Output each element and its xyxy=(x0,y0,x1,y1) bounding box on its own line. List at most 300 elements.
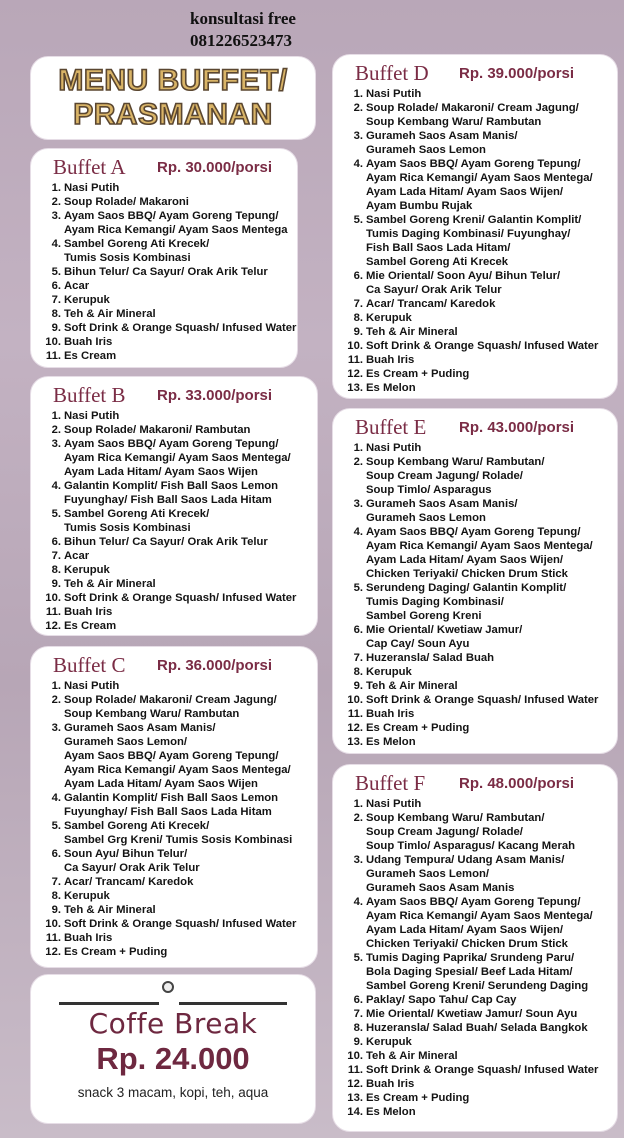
menu-item xyxy=(343,581,613,623)
menu-item-text: Gurameh Saos Asam Manis/ xyxy=(64,722,216,734)
menu-item-number: 5. xyxy=(353,214,363,226)
menu-item-text: Ayam Rica Kemangi/ Ayam Saos Mentega/ xyxy=(64,452,291,464)
menu-item-text: Ayam Rica Kemangi/ Ayam Saos Mentega/ xyxy=(366,910,593,922)
menu-item-text: Huzeransla/ Salad Buah xyxy=(366,652,495,664)
menu-item xyxy=(41,619,313,633)
menu-item xyxy=(343,129,613,157)
menu-item-number: 12. xyxy=(45,946,61,958)
menu-item xyxy=(41,917,313,931)
menu-item-text: Soft Drink & Orange Squash/ Infused Water xyxy=(64,592,297,604)
buffet-item-list xyxy=(343,797,613,1119)
menu-item-text: Es Melon xyxy=(366,382,416,394)
menu-item-text: Sambel Goreng Ati Krecek/ xyxy=(64,238,210,250)
menu-item xyxy=(343,213,613,269)
menu-item-text: Kerupuk xyxy=(366,666,412,678)
buffet-item-list xyxy=(41,409,313,633)
coffee-break-description: snack 3 macam, kopi, teh, aqua xyxy=(77,1085,269,1100)
menu-item-text: Fuyunghay/ Fish Ball Saos Lada Hitam xyxy=(64,494,272,506)
menu-item-number: 8. xyxy=(353,666,363,678)
menu-item-number: 4. xyxy=(51,238,61,250)
menu-item-text: Sambel Goreng Kreni/ Galantin Komplit/ xyxy=(366,214,582,226)
menu-item-text: Gurameh Saos Lemon/ xyxy=(64,736,188,748)
menu-item xyxy=(41,791,313,819)
menu-item-text: Gurameh Saos Asam Manis/ xyxy=(366,130,518,142)
menu-item xyxy=(343,951,613,993)
menu-item-text: Soup Rolade/ Makaroni xyxy=(64,196,189,208)
menu-item-text: Huzeransla/ Salad Buah/ Selada Bangkok xyxy=(366,1022,588,1034)
menu-item-number: 2. xyxy=(353,812,363,824)
menu-item xyxy=(41,237,293,265)
buffet-name: Buffet F xyxy=(355,771,426,795)
menu-item-text: Nasi Putih xyxy=(64,410,120,422)
buffet-item-list xyxy=(41,679,313,959)
menu-item-text: Soup Timlo/ Asparagus xyxy=(366,484,492,496)
menu-item xyxy=(343,1021,613,1035)
menu-item-text: Soup Rolade/ Makaroni/ Cream Jagung/ xyxy=(366,102,579,114)
menu-item xyxy=(41,349,293,363)
menu-item-number: 7. xyxy=(51,294,61,306)
menu-item xyxy=(343,1105,613,1119)
menu-item-text: Bihun Telur/ Ca Sayur/ Orak Arik Telur xyxy=(64,536,268,548)
menu-item xyxy=(41,875,313,889)
menu-item-number: 5. xyxy=(51,266,61,278)
menu-item-number: 3. xyxy=(353,498,363,510)
menu-item-number: 1. xyxy=(353,442,363,454)
menu-item-text: Teh & Air Mineral xyxy=(64,578,156,590)
menu-item-text: Soft Drink & Orange Squash/ Infused Water xyxy=(366,694,599,706)
menu-item-text: Ayam Saos BBQ/ Ayam Goreng Tepung/ xyxy=(64,438,279,450)
menu-item xyxy=(343,339,613,353)
menu-item-text: Sambel Grg Kreni/ Tumis Sosis Kombinasi xyxy=(64,834,293,846)
menu-item-text: Kerupuk xyxy=(366,312,412,324)
menu-item-text: Udang Tempura/ Udang Asam Manis/ xyxy=(366,854,565,866)
menu-item xyxy=(41,903,313,917)
menu-item-text: Nasi Putih xyxy=(64,182,120,194)
buffet-name: Buffet E xyxy=(355,415,427,439)
menu-item-number: 5. xyxy=(51,820,61,832)
menu-item xyxy=(343,707,613,721)
menu-item-number: 7. xyxy=(51,876,61,888)
menu-item-text: Ayam Lada Hitam/ Ayam Saos Wijen xyxy=(64,466,258,478)
menu-item-number: 3. xyxy=(353,854,363,866)
menu-item-text: Fuyunghay/ Fish Ball Saos Lada Hitam xyxy=(64,806,272,818)
menu-item xyxy=(343,325,613,339)
menu-item-text: Soun Ayu/ Bihun Telur/ xyxy=(64,848,188,860)
menu-item-number: 7. xyxy=(353,298,363,310)
menu-item xyxy=(41,605,313,619)
menu-title-line1: MENU BUFFET/ xyxy=(58,64,288,97)
menu-item-number: 13. xyxy=(347,382,363,394)
menu-item-number: 12. xyxy=(347,1078,363,1090)
menu-item-text: Fish Ball Saos Lada Hitam/ xyxy=(366,242,511,254)
menu-item-number: 8. xyxy=(353,1022,363,1034)
menu-item-number: 11. xyxy=(347,1064,363,1076)
menu-item xyxy=(343,157,613,213)
menu-item-number: 10. xyxy=(347,694,363,706)
menu-title-card xyxy=(30,56,316,140)
menu-item-number: 9. xyxy=(353,1036,363,1048)
menu-item xyxy=(41,945,313,959)
menu-item xyxy=(41,549,313,563)
coffee-break-price: Rp. 24.000 xyxy=(96,1041,250,1076)
menu-item-text: Sambel Goreng Kreni xyxy=(366,610,482,622)
menu-item-text: Gurameh Saos Asam Manis/ xyxy=(366,498,518,510)
menu-item xyxy=(41,889,313,903)
menu-item-text: Buah Iris xyxy=(64,932,113,944)
menu-item-number: 4. xyxy=(353,896,363,908)
menu-item-text: Ayam Rica Kemangi/ Ayam Saos Mentega/ xyxy=(366,540,593,552)
menu-item-text: Teh & Air Mineral xyxy=(366,1050,458,1062)
menu-item-text: Gurameh Saos Lemon xyxy=(366,144,486,156)
menu-item-text: Tumis Sosis Kombinasi xyxy=(64,252,191,264)
menu-item-text: Es Cream + Puding xyxy=(366,368,470,380)
menu-item-number: 7. xyxy=(51,550,61,562)
menu-item-number: 1. xyxy=(353,798,363,810)
menu-item-text: Tumis Daging Kombinasi/ Fuyunghay/ xyxy=(366,228,571,240)
menu-item-number: 10. xyxy=(347,1050,363,1062)
menu-item-number: 11. xyxy=(45,350,61,362)
buffet-name: Buffet B xyxy=(53,383,126,407)
menu-item xyxy=(343,87,613,101)
menu-item xyxy=(343,1091,613,1105)
menu-item-number: 12. xyxy=(347,722,363,734)
buffet-header xyxy=(53,383,309,409)
menu-item-number: 3. xyxy=(51,722,61,734)
menu-item-text: Galantin Komplit/ Fish Ball Saos Lemon xyxy=(64,792,279,804)
menu-item-text: Es Cream + Puding xyxy=(366,1092,470,1104)
menu-item-text: Soup Cream Jagung/ Rolade/ xyxy=(366,826,523,838)
buffet-header xyxy=(355,61,609,87)
menu-item-number: 11. xyxy=(45,606,61,618)
menu-item-text: Buah Iris xyxy=(64,336,113,348)
menu-item-number: 7. xyxy=(353,652,363,664)
menu-item-text: Nasi Putih xyxy=(366,798,422,810)
menu-item xyxy=(343,721,613,735)
menu-item-number: 13. xyxy=(347,736,363,748)
menu-item xyxy=(343,895,613,951)
menu-item-number: 12. xyxy=(45,620,61,632)
buffet-item-list xyxy=(343,441,613,749)
menu-item-text: Sambel Goreng Ati Krecek xyxy=(366,256,509,268)
buffet-price: Rp. 43.000/porsi xyxy=(459,419,575,436)
menu-item-number: 1. xyxy=(353,88,363,100)
menu-item-number: 4. xyxy=(51,792,61,804)
menu-item-number: 6. xyxy=(353,994,363,1006)
menu-item-number: 9. xyxy=(51,578,61,590)
menu-item-number: 11. xyxy=(45,932,61,944)
buffet-price: Rp. 33.000/porsi xyxy=(157,387,273,404)
menu-item xyxy=(41,335,293,349)
menu-item-text: Ayam Saos BBQ/ Ayam Goreng Tepung/ xyxy=(366,896,581,908)
menu-item xyxy=(41,423,313,437)
menu-item xyxy=(343,1077,613,1091)
menu-item-number: 9. xyxy=(353,326,363,338)
buffet-header xyxy=(355,771,609,797)
ornament-icon xyxy=(162,981,174,993)
menu-item-number: 6. xyxy=(51,848,61,860)
menu-item-number: 6. xyxy=(51,280,61,292)
menu-item-text: Ayam Saos BBQ/ Ayam Goreng Tepung/ xyxy=(366,526,581,538)
menu-item-text: Es Melon xyxy=(366,736,416,748)
menu-item-text: Kerupuk xyxy=(64,890,110,902)
menu-item xyxy=(343,269,613,297)
menu-item xyxy=(41,321,297,335)
menu-item-text: Ayam Lada Hitam/ Ayam Saos Wijen/ xyxy=(366,186,564,198)
contact-label: konsultasi free xyxy=(190,9,296,28)
menu-item-text: Teh & Air Mineral xyxy=(366,680,458,692)
menu-item-text: Bola Daging Spesial/ Beef Lada Hitam/ xyxy=(366,966,573,978)
menu-item xyxy=(343,693,613,707)
menu-item-number: 2. xyxy=(353,456,363,468)
menu-item-text: Soup Kembang Waru/ Rambutan/ xyxy=(366,456,545,468)
menu-item xyxy=(41,931,313,945)
buffet-card-d xyxy=(332,54,618,399)
menu-item-text: Acar/ Trancam/ Karedok xyxy=(64,876,194,888)
menu-item-text: Soup Rolade/ Makaroni/ Cream Jagung/ xyxy=(64,694,277,706)
contact-info xyxy=(190,8,390,52)
menu-item xyxy=(343,735,613,749)
coffee-break-title: Coffe Break xyxy=(88,1007,258,1040)
menu-item xyxy=(41,293,293,307)
menu-item-number: 5. xyxy=(353,952,363,964)
divider-right xyxy=(179,1002,287,1005)
menu-item xyxy=(343,811,613,853)
menu-item-text: Kerupuk xyxy=(64,294,110,306)
menu-item-text: Nasi Putih xyxy=(64,680,120,692)
menu-item-number: 1. xyxy=(51,182,61,194)
menu-item xyxy=(343,1049,613,1063)
menu-item-number: 2. xyxy=(51,424,61,436)
menu-item-text: Buah Iris xyxy=(366,354,415,366)
menu-item-text: Teh & Air Mineral xyxy=(64,308,156,320)
menu-item-text: Ayam Saos BBQ/ Ayam Goreng Tepung/ xyxy=(64,210,279,222)
menu-item-number: 5. xyxy=(51,508,61,520)
menu-item xyxy=(343,1035,613,1049)
menu-item-text: Ayam Lada Hitam/ Ayam Saos Wijen/ xyxy=(366,924,564,936)
menu-item xyxy=(41,563,313,577)
menu-item-number: 1. xyxy=(51,680,61,692)
menu-item xyxy=(343,455,613,497)
menu-item-number: 9. xyxy=(51,904,61,916)
menu-item-text: Es Melon xyxy=(366,1106,416,1118)
menu-item-text: Sambel Goreng Ati Krecek/ xyxy=(64,508,210,520)
buffet-price: Rp. 30.000/porsi xyxy=(157,159,273,176)
menu-item-text: Ayam Rica Kemangi/ Ayam Saos Mentega/ xyxy=(366,172,593,184)
menu-item xyxy=(41,847,313,875)
menu-item-text: Soft Drink & Orange Squash/ Infused Water xyxy=(366,1064,599,1076)
menu-item-text: Ayam Saos BBQ/ Ayam Goreng Tepung/ xyxy=(64,750,279,762)
menu-item xyxy=(41,721,313,791)
buffet-card-c xyxy=(30,646,318,968)
menu-item xyxy=(41,679,313,693)
menu-item-text: Tumis Sosis Kombinasi xyxy=(64,522,191,534)
menu-item-text: Soft Drink & Orange Squash/ Infused Water xyxy=(64,322,297,334)
menu-item xyxy=(41,195,293,209)
menu-item-number: 12. xyxy=(347,368,363,380)
menu-item-number: 7. xyxy=(353,1008,363,1020)
menu-item-number: 10. xyxy=(347,340,363,352)
menu-item-text: Tumis Daging Kombinasi/ xyxy=(366,596,504,608)
menu-item-text: Gurameh Saos Lemon xyxy=(366,512,486,524)
menu-item-number: 9. xyxy=(353,680,363,692)
menu-item xyxy=(343,1007,613,1021)
menu-item-text: Mie Oriental/ Kwetiaw Jamur/ xyxy=(366,624,523,636)
menu-item-text: Buah Iris xyxy=(366,708,415,720)
menu-item xyxy=(343,381,613,395)
menu-item xyxy=(41,181,293,195)
menu-item-text: Ayam Bumbu Rujak xyxy=(366,200,473,212)
buffet-card-b xyxy=(30,376,318,636)
menu-item-text: Kerupuk xyxy=(64,564,110,576)
contact-phone: 081226523473 xyxy=(190,31,292,50)
buffet-card-a xyxy=(30,148,298,368)
menu-item-text: Ca Sayur/ Orak Arik Telur xyxy=(64,862,200,874)
menu-item-number: 10. xyxy=(45,336,61,348)
menu-item-number: 14. xyxy=(347,1106,363,1118)
menu-item-number: 8. xyxy=(51,890,61,902)
menu-item xyxy=(41,437,313,479)
menu-item-number: 2. xyxy=(51,196,61,208)
menu-item xyxy=(343,665,613,679)
menu-item-text: Soup Timlo/ Asparagus/ Kacang Merah xyxy=(366,840,576,852)
menu-item-text: Nasi Putih xyxy=(366,88,422,100)
menu-item xyxy=(343,651,613,665)
menu-item-text: Chicken Teriyaki/ Chicken Drum Stick xyxy=(366,938,568,950)
menu-item-number: 2. xyxy=(51,694,61,706)
menu-item-text: Sambel Goreng Kreni/ Serundeng Daging xyxy=(366,980,589,992)
menu-item-text: Ayam Lada Hitam/ Ayam Saos Wijen xyxy=(64,778,258,790)
menu-item-text: Teh & Air Mineral xyxy=(366,326,458,338)
menu-item-text: Nasi Putih xyxy=(366,442,422,454)
menu-item xyxy=(41,591,313,605)
menu-item xyxy=(343,101,613,129)
menu-item-number: 3. xyxy=(51,210,61,222)
menu-item-number: 8. xyxy=(51,564,61,576)
coffee-break-card xyxy=(30,974,316,1124)
menu-item xyxy=(343,679,613,693)
buffet-header xyxy=(355,415,609,441)
menu-item-text: Kerupuk xyxy=(366,1036,412,1048)
menu-item-number: 11. xyxy=(347,354,363,366)
menu-item-text: Buah Iris xyxy=(366,1078,415,1090)
buffet-header xyxy=(53,155,289,181)
menu-item-text: Ca Sayur/ Orak Arik Telur xyxy=(366,284,502,296)
menu-item xyxy=(41,209,293,237)
buffet-card-f xyxy=(332,764,618,1132)
menu-item-text: Bihun Telur/ Ca Sayur/ Orak Arik Telur xyxy=(64,266,268,278)
menu-item-text: Buah Iris xyxy=(64,606,113,618)
menu-item-number: 6. xyxy=(353,624,363,636)
menu-item-text: Es Cream xyxy=(64,620,117,632)
menu-item-text: Teh & Air Mineral xyxy=(64,904,156,916)
menu-item-number: 9. xyxy=(51,322,61,334)
menu-item-number: 8. xyxy=(51,308,61,320)
buffet-price: Rp. 39.000/porsi xyxy=(459,65,575,82)
menu-item-number: 10. xyxy=(45,918,61,930)
menu-item-number: 13. xyxy=(347,1092,363,1104)
menu-item-number: 4. xyxy=(353,158,363,170)
menu-item-text: Serundeng Daging/ Galantin Komplit/ xyxy=(366,582,567,594)
menu-item-text: Gurameh Saos Lemon/ xyxy=(366,868,490,880)
menu-item-number: 4. xyxy=(353,526,363,538)
menu-item-number: 4. xyxy=(51,480,61,492)
menu-item-text: Tumis Daging Paprika/ Srundeng Paru/ xyxy=(366,952,575,964)
menu-item xyxy=(343,1063,613,1077)
menu-item xyxy=(343,441,613,455)
menu-item xyxy=(41,507,313,535)
menu-item-text: Galantin Komplit/ Fish Ball Saos Lemon xyxy=(64,480,279,492)
menu-item-text: Acar xyxy=(64,550,90,562)
menu-item-number: 6. xyxy=(353,270,363,282)
menu-item-number: 10. xyxy=(45,592,61,604)
buffet-card-e xyxy=(332,408,618,754)
menu-item-text: Paklay/ Sapo Tahu/ Cap Cay xyxy=(366,994,517,1006)
menu-item-number: 8. xyxy=(353,312,363,324)
menu-item-text: Soup Kembang Waru/ Rambutan xyxy=(64,708,240,720)
menu-item-number: 2. xyxy=(353,102,363,114)
buffet-name: Buffet A xyxy=(53,155,126,179)
menu-item-text: Es Cream xyxy=(64,350,117,362)
menu-item-text: Acar xyxy=(64,280,90,292)
menu-item xyxy=(41,265,293,279)
menu-item xyxy=(343,311,613,325)
menu-item xyxy=(343,623,613,651)
menu-item-number: 5. xyxy=(353,582,363,594)
menu-item-number: 3. xyxy=(51,438,61,450)
divider-left xyxy=(59,1002,159,1005)
menu-item-number: 3. xyxy=(353,130,363,142)
menu-item xyxy=(343,297,613,311)
menu-item xyxy=(343,497,613,525)
menu-item-text: Sambel Goreng Ati Krecek/ xyxy=(64,820,210,832)
buffet-header xyxy=(53,653,309,679)
menu-item-text: Es Cream + Puding xyxy=(64,946,168,958)
buffet-price: Rp. 48.000/porsi xyxy=(459,775,575,792)
buffet-item-list xyxy=(343,87,613,395)
menu-item-text: Ayam Rica Kemangi/ Ayam Saos Mentega xyxy=(64,224,288,236)
menu-item xyxy=(343,993,613,1007)
menu-item xyxy=(343,525,613,581)
menu-item-text: Acar/ Trancam/ Karedok xyxy=(366,298,496,310)
buffet-name: Buffet D xyxy=(355,61,429,85)
menu-item xyxy=(343,853,613,895)
menu-item xyxy=(41,479,313,507)
menu-item xyxy=(41,279,293,293)
menu-item-text: Soup Kembang Waru/ Rambutan/ xyxy=(366,812,545,824)
menu-item-text: Ayam Rica Kemangi/ Ayam Saos Mentega/ xyxy=(64,764,291,776)
menu-item-text: Gurameh Saos Asam Manis xyxy=(366,882,515,894)
buffet-name: Buffet C xyxy=(53,653,126,677)
buffet-price: Rp. 36.000/porsi xyxy=(157,657,273,674)
menu-item-text: Soup Rolade/ Makaroni/ Rambutan xyxy=(64,424,251,436)
menu-item-text: Soup Cream Jagung/ Rolade/ xyxy=(366,470,523,482)
menu-item-number: 1. xyxy=(51,410,61,422)
menu-item-text: Ayam Lada Hitam/ Ayam Saos Wijen/ xyxy=(366,554,564,566)
menu-item-text: Soft Drink & Orange Squash/ Infused Water xyxy=(366,340,599,352)
menu-item-number: 11. xyxy=(347,708,363,720)
menu-item-text: Es Cream + Puding xyxy=(366,722,470,734)
menu-item xyxy=(343,797,613,811)
menu-item xyxy=(41,535,313,549)
menu-item xyxy=(343,353,613,367)
menu-item xyxy=(41,819,313,847)
menu-item xyxy=(41,409,313,423)
menu-title-line2: PRASMANAN xyxy=(73,98,273,131)
menu-item-text: Soft Drink & Orange Squash/ Infused Water xyxy=(64,918,297,930)
menu-item-text: Chicken Teriyaki/ Chicken Drum Stick xyxy=(366,568,568,580)
menu-item xyxy=(41,307,293,321)
menu-item-text: Soup Kembang Waru/ Rambutan xyxy=(366,116,542,128)
